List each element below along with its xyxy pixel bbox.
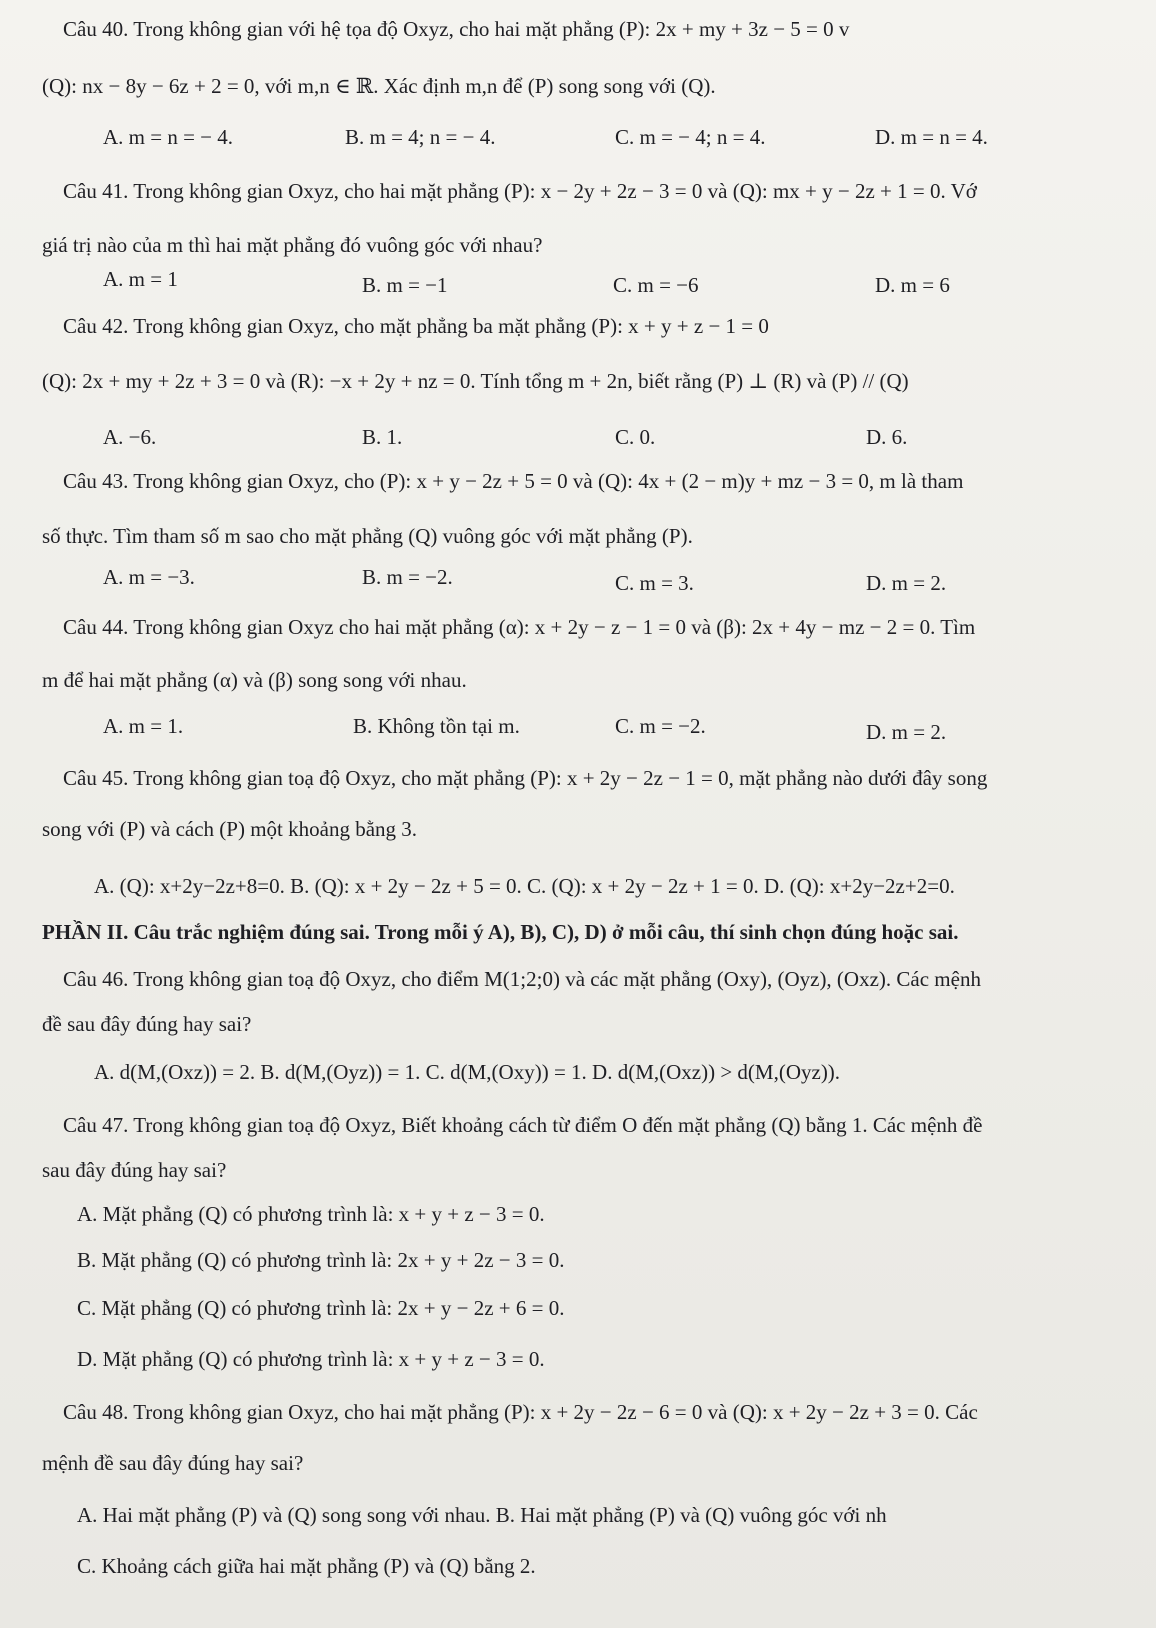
q40-line-1: Câu 40. Trong không gian với hệ tọa độ Oxyz, cho hai mặt phẳng (P): 2x + my + 3z − 5 = 0 v [63,17,850,41]
q42-line-1: Câu 42. Trong không gian Oxyz, cho mặt phẳng ba mặt phẳng (P): x + y + z − 1 = 0 [63,314,769,338]
q41-line-1: Câu 41. Trong không gian Oxyz, cho hai mặt phẳng (P): x − 2y + 2z − 3 = 0 và (Q): mx + y − 2z + 1 = 0. Vớ [63,179,977,203]
q47-option-b: B. Mặt phẳng (Q) có phương trình là: 2x + y + 2z − 3 = 0. [77,1248,565,1272]
q42-option-a: A. −6. [103,425,157,449]
q48-line-2: mệnh đề sau đây đúng hay sai? [42,1451,304,1475]
q44-option-b: B. Không tồn tại m. [353,714,520,738]
q44-option-a: A. m = 1. [103,714,184,738]
q43-line-1: Câu 43. Trong không gian Oxyz, cho (P): x + y − 2z + 5 = 0 và (Q): 4x + (2 − m)y + mz − 3 = 0, m là tham [63,469,964,493]
q45-line-2: song với (P) và cách (P) một khoảng bằng 3. [42,817,418,841]
q43-line-2: số thực. Tìm tham số m sao cho mặt phẳng (Q) vuông góc với mặt phẳng (P). [42,524,693,548]
part2-heading: PHẦN II. Câu trắc nghiệm đúng sai. Trong mỗi ý A), B), C), D) ở mỗi câu, thí sinh chọn đúng hoặc sai. [42,920,959,944]
q42-option-d: D. 6. [866,425,908,449]
q41-line-2: giá trị nào của m thì hai mặt phẳng đó vuông góc với nhau? [42,233,543,257]
q43-option-d: D. m = 2. [866,571,947,595]
q46-line-2: đề sau đây đúng hay sai? [42,1012,252,1036]
q40-option-b: B. m = 4; n = − 4. [345,125,496,149]
q47-option-c: C. Mặt phẳng (Q) có phương trình là: 2x + y − 2z + 6 = 0. [77,1296,565,1320]
q41-option-a: A. m = 1 [103,267,178,291]
q42-option-b: B. 1. [362,425,403,449]
q41-option-d: D. m = 6 [875,273,950,297]
q46-options: A. d(M,(Oxz)) = 2. B. d(M,(Oyz)) = 1. C. d(M,(Oxy)) = 1. D. d(M,(Oxz)) > d(M,(Oyz)). [94,1060,841,1084]
q44-option-d: D. m = 2. [866,720,947,744]
q43-option-b: B. m = −2. [362,565,453,589]
q44-line-1: Câu 44. Trong không gian Oxyz cho hai mặt phẳng (α): x + 2y − z − 1 = 0 và (β): 2x + 4y − mz − 2 = 0. Tìm [63,615,976,639]
q40-option-a: A. m = n = − 4. [103,125,234,149]
q47-line-2: sau đây đúng hay sai? [42,1158,227,1182]
q43-option-a: A. m = −3. [103,565,195,589]
q45-options: A. (Q): x+2y−2z+8=0. B. (Q): x + 2y − 2z + 5 = 0. C. (Q): x + 2y − 2z + 1 = 0. D. (Q): x+2y−2z+2=0. [94,874,955,898]
q42-line-2: (Q): 2x + my + 2z + 3 = 0 và (R): −x + 2y + nz = 0. Tính tổng m + 2n, biết rằng (P) ⊥ (R) và (P) // (Q) [42,369,909,393]
q44-option-c: C. m = −2. [615,714,706,738]
q47-option-d: D. Mặt phẳng (Q) có phương trình là: x + y + z − 3 = 0. [77,1347,545,1371]
q48-option-c: C. Khoảng cách giữa hai mặt phẳng (P) và (Q) bằng 2. [77,1554,536,1578]
q47-line-1: Câu 47. Trong không gian toạ độ Oxyz, Biết khoảng cách từ điểm O đến mặt phẳng (Q) bằng 1. Các mệnh đề [63,1113,983,1137]
q40-line-2: (Q): nx − 8y − 6z + 2 = 0, với m,n ∈ ℝ. Xác định m,n để (P) song song với (Q). [42,74,716,98]
q42-option-c: C. 0. [615,425,656,449]
q45-line-1: Câu 45. Trong không gian toạ độ Oxyz, cho mặt phẳng (P): x + 2y − 2z − 1 = 0, mặt phẳng nào dưới đây song [63,766,988,790]
q47-option-a: A. Mặt phẳng (Q) có phương trình là: x + y + z − 3 = 0. [77,1202,545,1226]
q48-line-1: Câu 48. Trong không gian Oxyz, cho hai mặt phẳng (P): x + 2y − 2z − 6 = 0 và (Q): x + 2y − 2z + 3 = 0. Các [63,1400,978,1424]
q48-options-ab: A. Hai mặt phẳng (P) và (Q) song song với nhau. B. Hai mặt phẳng (P) và (Q) vuông góc với nh [77,1503,887,1527]
q46-line-1: Câu 46. Trong không gian toạ độ Oxyz, cho điểm M(1;2;0) và các mặt phẳng (Oxy), (Oyz), (Oxz). Các mệnh [63,967,981,991]
q44-line-2: m để hai mặt phẳng (α) và (β) song song với nhau. [42,668,467,692]
q41-option-c: C. m = −6 [613,273,699,297]
q41-option-b: B. m = −1 [362,273,448,297]
q40-option-c: C. m = − 4; n = 4. [615,125,766,149]
q40-option-d: D. m = n = 4. [875,125,988,149]
q43-option-c: C. m = 3. [615,571,694,595]
